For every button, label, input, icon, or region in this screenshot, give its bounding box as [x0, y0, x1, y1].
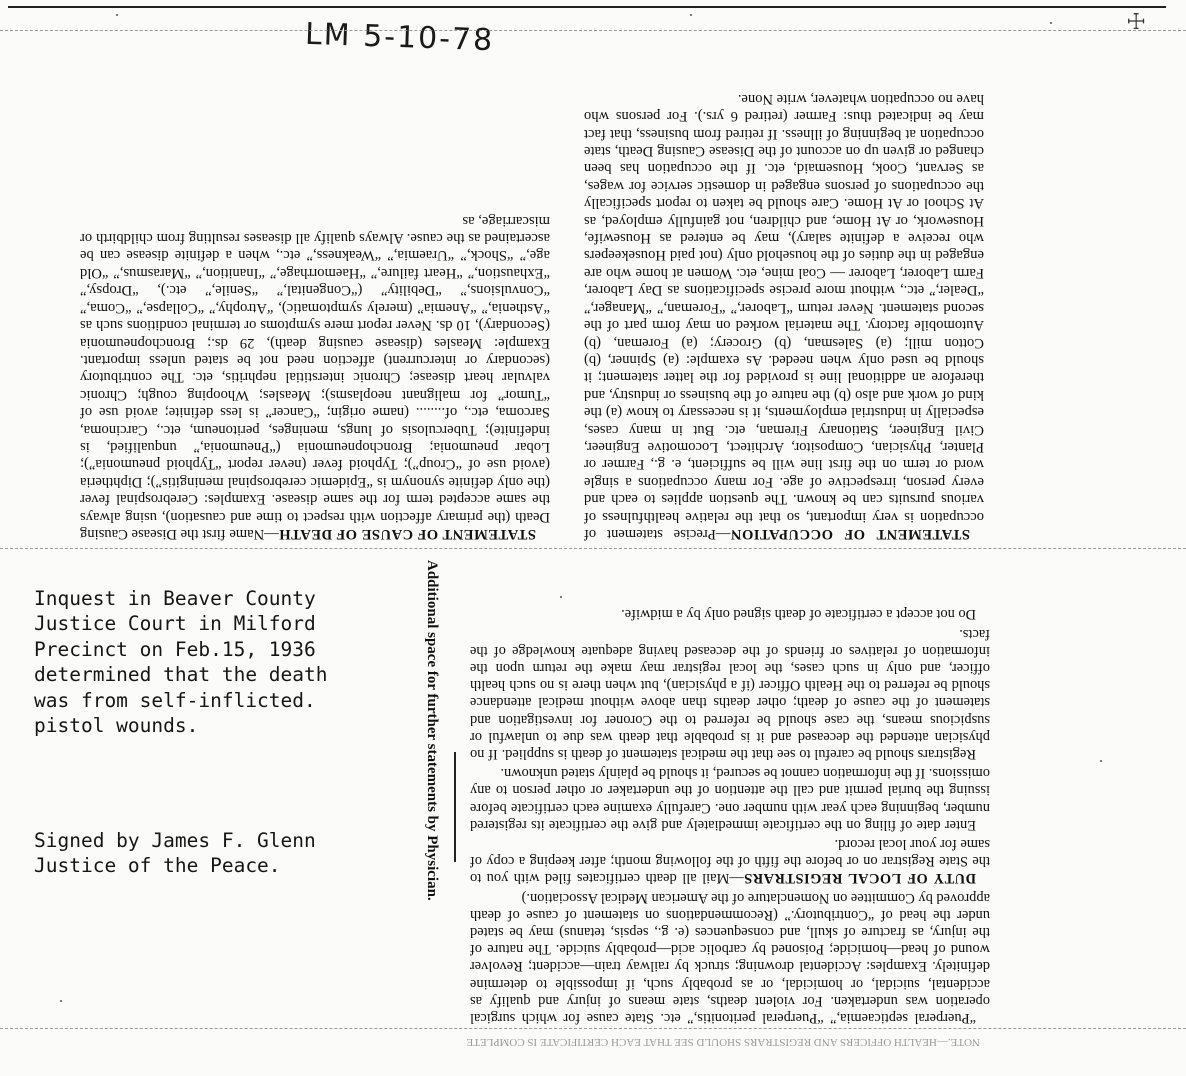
- medical-statement-text: Registrars should be careful to see that the medical statement of death is supplied. If no physician attended the deceased and it is probable that death was due to unlawful or suspicious means, the case should be referred to the Coroner for investigation and statement of the cause of death; other deaths than above without medical attendance should be referred to the Health Officer (if a physician), but when there is no such health officer, and only in such cases, the local registrar may make the return upon the information of relatives or friends of the deceased having adequate knowledge of the facts.: [470, 625, 990, 762]
- additional-space-label: Additional space for further statements by Physician.: [424, 560, 440, 901]
- handwritten-file-number: LM 5-10-78: [304, 16, 495, 59]
- scan-line: [0, 1028, 1186, 1029]
- registrar-duty-paragraph: [470, 835, 990, 887]
- occupation-heading: STATEMENT OF OCCUPATION: [730, 526, 970, 542]
- violent-death-text: “Puerperal septicaemia,” “Puerperal peritonitis,” etc. State cause for which surgical operation was undertaken. For violent deaths, state means of injury and qualify as accidental, suicidal, or homicidal, or as probably such, if impossible to determine definitely. Examples: Accidental drowning; struck by railway train—accident; Revolver wound of head—homicide; Poisoned by carbolic acid—probably suicide. The nature of the injury, as fracture of skull, and consequences (e. g., sepsis, tetanus) may be stated under the head of “Contributory.” (Recommendations on statement of cause of death approved by Committee on Nomenclature of the American Medical Association.): [470, 889, 990, 1026]
- scan-speck: [116, 14, 118, 16]
- justice-signature: Signed by James F. Glenn Justice of the Peace.: [34, 828, 316, 877]
- scan-speck: [560, 596, 562, 598]
- midwife-paragraph: [470, 605, 990, 622]
- cause-of-death-heading: STATEMENT OF CAUSE OF DEATH: [278, 526, 536, 542]
- medical-statement-paragraph: [470, 624, 990, 762]
- scan-speck: [1100, 760, 1102, 762]
- additional-space-caption: [410, 560, 450, 1030]
- registrar-duty-heading: DUTY OF LOCAL REGISTRARS: [743, 870, 976, 887]
- scan-speck: [690, 14, 692, 16]
- occupation-instructions-column: [584, 42, 984, 542]
- scan-line: [0, 548, 1186, 549]
- top-border-line: [8, 6, 1166, 8]
- corner-mark-icon: ☩: [1126, 10, 1146, 35]
- occupation-paragraph: [584, 89, 984, 542]
- filing-date-paragraph: [470, 764, 990, 833]
- scan-speck: [60, 1000, 62, 1002]
- registrar-instructions-column: [470, 556, 990, 1026]
- cause-of-death-paragraph: [80, 211, 550, 542]
- note-spacer: [34, 764, 414, 802]
- inquest-statement: Inquest in Beaver County Justice Court in Milford Precinct on Feb.15, 1936 determined that the death was from self-inflicted. pistol wounds.: [34, 586, 328, 737]
- scan-speck: [1050, 22, 1052, 24]
- typed-inquest-note: [34, 560, 414, 904]
- violent-death-paragraph: [470, 888, 990, 1026]
- scan-line: [0, 30, 1186, 31]
- cause-of-death-instructions-column: [80, 42, 550, 542]
- cause-of-death-text: —Name first the Disease Causing Death (the primary affection with respect to time and causation), using always the same accepted term for the same disease. Examples: Cerebrospinal fever (the only definite synonym is “Epidemic cerebrospinal meningitis”); Diphtheria (avoid use of “Croup”); Typhoid fever (never report “Typhoid pneumonia”); Lobar pneumonia; Bronchopneumonia (“Pneumonia,” unqualified, is indefinite); Tuberculosis of lungs, meninges, peritoneum, etc., Carcinoma, Sarcoma, etc., of........ (name origin; “Cancer” is less definite; avoid use of “Tumor” for malignant neoplasms); Measles; Whooping cough; Chronic valvular heart disease; Chronic interstitial nephritis, etc. The contributory (secondary or intercurrent) affection need not be stated unless important. Example: Measles (disease causing death), 29 ds.; Bronchopneumonia (Secondary), 10 ds. Never report mere symptoms or terminal conditions such as “Asthenia,” “Anemia” (merely symptomatic), “Atrophy,” “Collapse,” “Coma,” “Convulsions,” “Debility” (“Congenital,” “Senile,” etc.), “Dropsy,” “Exhaustion,” “Heart failure,” “Haemorrhage,” “Inanition,” “Marasmus,” “Old age,” “Shock,” “Uraemia,” “Weakness,” etc., when a definite disease can be ascertained as the cause. Always qualify all diseases resulting from childbirth or miscarriage, as: [80, 212, 550, 542]
- occupation-text: —Precise statement of occupation is very important, so that the relative healthfulness of various pursuits can be known. The question applies to each and every person, irrespective of age. For many occupations a single word or term on the first line will be sufficient, e. g., Farmer or Planter, Physician, Compositor, Architect, Locomotive Engineer, Civil Engineer, Stationary Fireman, etc. But in many cases, especially in industrial employments, it is necessary to know (a) the kind of work and also (b) the nature of the business or industry, and therefore an additional line is provided for the latter statement; it should be used only when needed. As example: (a) Spinner, (b) Cotton mill; (a) Salesman, (b) Grocery; (a) Foreman, (b) Automobile factory. The material worked on may form part of the second statement. Never return “Laborer,” “Foreman,” “Manager,” “Dealer,” etc., without more precise specifications as Day Laborer, Farm Laborer, Laborer — Coal mine, etc. Women at home who are engaged in the duties of the household only (not paid Housekeepers who receive a definite salary), may be entered as Housewife, Housework, or At Home, and children, not gainfully employed, as At School or At Home. Care should be taken to report specifically the occupations of persons engaged in domestic service for wages, as Servant, Cook, Housemaid, etc. If the occupation has been changed or given up on account of the Disease Causing Death, state occupation at beginning of illness. If retired from business, that fact may be indicated thus: Farmer (retired 6 yrs.). For persons who have no occupation whatever, write None.: [584, 90, 984, 542]
- registrar-duty-text: —Mail all death certificates filed with you to the State Registrar on or before the fifth of the following month; after keeping a copy of same for your local record.: [470, 835, 990, 887]
- midwife-text: Do not accept a certificate of death signed only by a midwife.: [621, 606, 976, 623]
- filing-date-text: Enter date of filing on the certificate immediately and give the certificate its registered number, beginning each year with number one. Carefully examine each certificate before issuing the burial permit and call the attention of the undertaker or other person to any omissions. If the information cannot be secured, it should be plainly stated unknown.: [470, 765, 990, 833]
- signature-line: [454, 752, 456, 862]
- faint-footer-text: NOTE.—HEALTH OFFICERS AND REGISTRARS SHOULD SEE THAT EACH CERTIFICATE IS COMPLETE: [466, 1036, 980, 1048]
